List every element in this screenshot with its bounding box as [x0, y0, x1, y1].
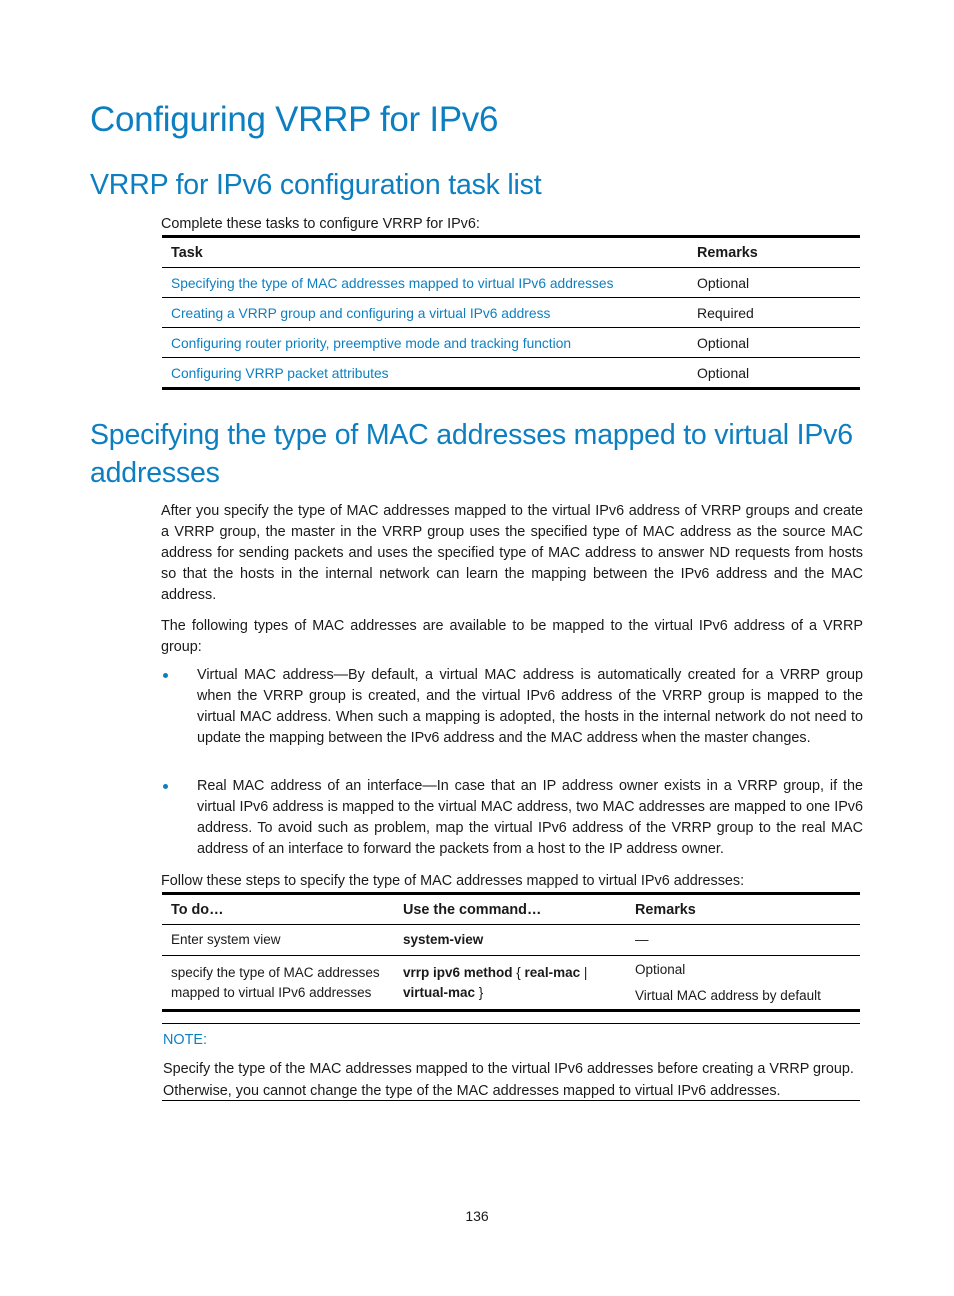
- table-row: [162, 956, 860, 1011]
- bullet-icon: [163, 784, 168, 789]
- task-link-create-group[interactable]: Creating a VRRP group and configuring a virtual IPv6 address: [171, 305, 551, 321]
- column-header-remarks: Remarks: [688, 237, 860, 268]
- command-table-header: [162, 894, 860, 925]
- task-table-header: [162, 237, 860, 268]
- task-list-intro: Complete these tasks to configure VRRP for IPv6:: [161, 216, 480, 232]
- task-remarks: Optional: [688, 268, 860, 298]
- task-link-packet-attributes[interactable]: Configuring VRRP packet attributes: [171, 365, 389, 381]
- bullet-real-mac: Real MAC address of an interface—In case that an IP address owner exists in a VRRP group, if the virtual IPv6 address is mapped to the virtual MAC address, two MAC addresses are mapped to one IPv6 address. To avoid such as problem, map the virtual IPv6 address of the VRRP group to the real MAC address of an interface to forward the packets from a host to the IP address owner.: [197, 778, 863, 857]
- bullet-icon: [163, 673, 168, 678]
- section-heading-mac-type: [90, 416, 853, 492]
- bullet-virtual-mac: Virtual MAC address—By default, a virtual MAC address is automatically created for a VRRP group when the VRRP group is created, and the virtual IPv6 address of the VRRP group is mapped to the virtual MAC address. When such a mapping is adopted, the hosts in the internal network do not need to update the mapping between the IPv6 address and the MAC address when the master changes.: [197, 667, 863, 746]
- command-cell: vrrp ipv6 method { real-mac | virtual-mac }: [403, 964, 588, 1000]
- column-header-task: Task: [162, 237, 688, 268]
- task-remarks: Optional: [688, 328, 860, 358]
- task-remarks: Optional: [697, 364, 750, 381]
- note-text: Specify the type of the MAC addresses mapped to the virtual IPv6 addresses before creating a VRRP group. Otherwise, you cannot change the type of the MAC addresses mapped to virtual IPv6 addresses.: [163, 1061, 854, 1099]
- steps-intro: Follow these steps to specify the type of MAC addresses mapped to virtual IPv6 addresses:: [161, 873, 745, 889]
- remarks-cell: Optional Virtual MAC address by default: [635, 961, 821, 1003]
- column-header-command: Use the command…: [394, 894, 626, 925]
- column-header-remarks: Remarks: [626, 894, 860, 925]
- table-row: [162, 358, 860, 389]
- section-heading-task-list: VRRP for IPv6 configuration task list: [90, 169, 542, 201]
- table-row: [162, 328, 860, 358]
- task-link-mac-type[interactable]: Specifying the type of MAC addresses mapped to virtual IPv6 addresses: [171, 275, 614, 291]
- task-remarks: Required: [688, 298, 860, 328]
- todo-cell: Enter system view: [162, 925, 394, 956]
- section-heading-line2: addresses: [90, 457, 220, 489]
- task-table: [162, 235, 860, 390]
- command-cell: system-view: [394, 925, 626, 956]
- section-heading-line1: Specifying the type of MAC addresses mapped to virtual IPv6: [90, 419, 853, 451]
- note-box: [162, 1023, 860, 1101]
- remarks-cell: —: [626, 925, 860, 956]
- column-header-todo: To do…: [162, 894, 394, 925]
- table-row: [162, 268, 860, 298]
- todo-cell: specify the type of MAC addresses mapped to virtual IPv6 addresses: [171, 964, 380, 1000]
- page-number: 136: [465, 1208, 489, 1224]
- table-row: [162, 298, 860, 328]
- task-link-priority[interactable]: Configuring router priority, preemptive mode and tracking function: [171, 335, 572, 351]
- note-label: NOTE:: [163, 1032, 207, 1048]
- table-row: [162, 925, 860, 956]
- command-table: [162, 892, 860, 1012]
- paragraph-mac-mapping: After you specify the type of MAC addresses mapped to the virtual IPv6 address of VRRP groups and create a VRRP group, the master in the VRRP group uses the specified type of MAC address as the source MAC address for sending packets and uses the specified type of MAC address to answer ND requests from hosts so that the hosts in the internal network can learn the mapping between the IPv6 address and the MAC address.: [161, 503, 863, 603]
- page-title: Configuring VRRP for IPv6: [90, 100, 499, 139]
- paragraph-mac-types: The following types of MAC addresses are available to be mapped to the virtual IPv6 address of a VRRP group:: [161, 618, 863, 655]
